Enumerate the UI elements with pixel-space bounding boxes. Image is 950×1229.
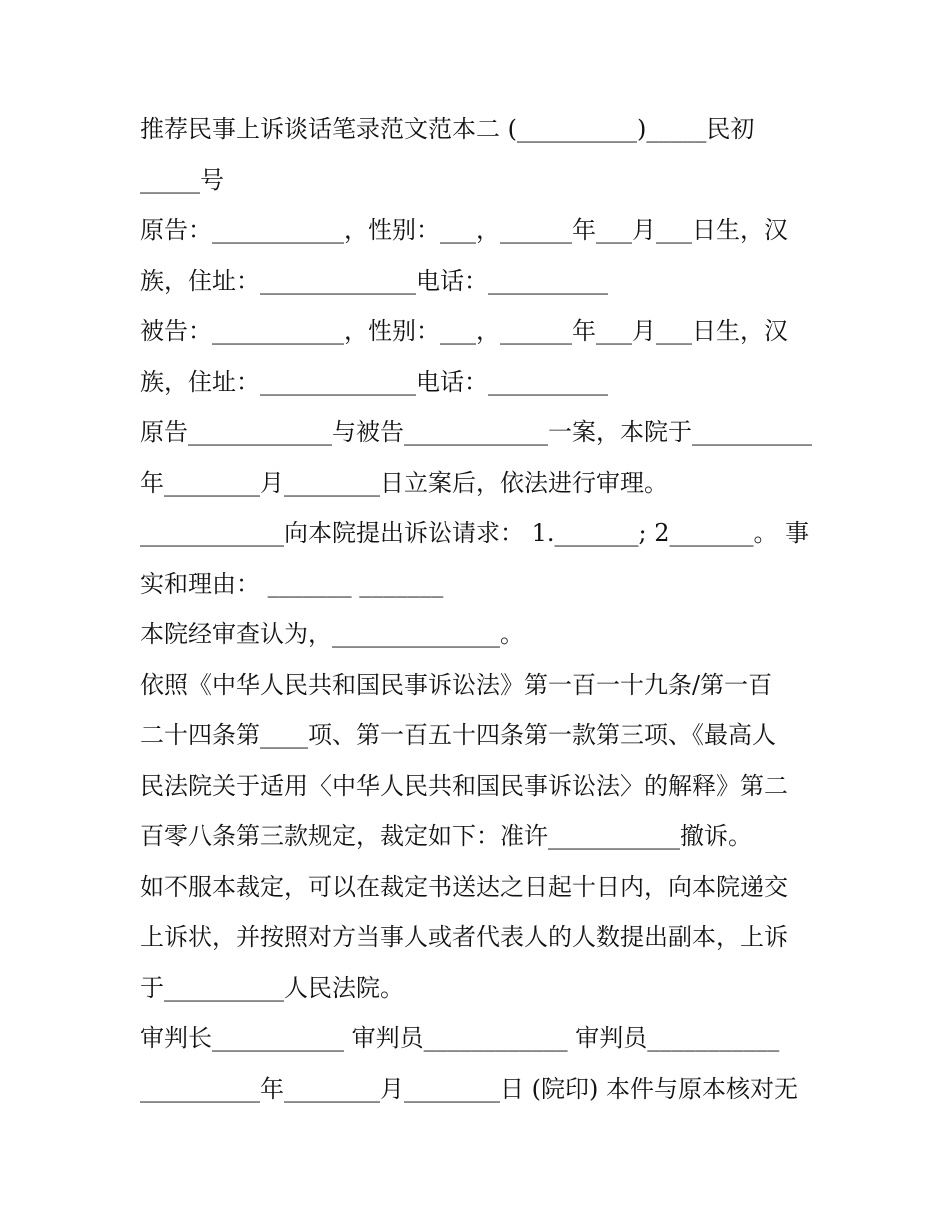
date-seal-line: __________年________月________日 (院印) 本件与原本核对无	[140, 1074, 798, 1103]
appeal-notice-line-1: 如不服本裁定，可以在裁定书送达之日起十日内，向本院递交	[140, 872, 788, 901]
legal-basis-line-2: 二十四条第____项、第一百五十四条第一款第三项、《最高人	[140, 721, 776, 749]
plaintiff-line: 原告：___________，性别：___，______年___月___日生，汉	[140, 216, 788, 244]
facts-line: 实和理由： _______ _______	[140, 569, 444, 598]
defendant-address-line: 族，住址：_____________电话：__________	[140, 367, 608, 396]
appeal-court-line: 于__________人民法院。	[140, 973, 404, 1002]
ruling-line: 百零八条第三款规定，裁定如下：准许___________撤诉。	[140, 822, 752, 850]
judges-line: 审判长___________ 审判员____________ 审判员___________	[140, 1024, 780, 1052]
document-body	[140, 104, 820, 1114]
case-filing-date-line: 年________月________日立案后，依法进行审理。	[140, 468, 668, 497]
case-number-line: _____号	[140, 165, 224, 194]
appeal-notice-line-2: 上诉状，并按照对方当事人或者代表人的人数提出副本，上诉	[140, 923, 788, 951]
legal-basis-line-3: 民法院关于适用〈中华人民共和国民事诉讼法〉的解释》第二	[140, 771, 788, 800]
court-opinion-line: 本院经审查认为，______________。	[140, 620, 524, 648]
title-line: 推荐民事上诉谈话笔录范文范本二 (__________)_____民初	[140, 115, 755, 143]
legal-basis-line-1: 依照《中华人民共和国民事诉讼法》第一百一十九条/第一百	[140, 670, 773, 699]
claims-line: ____________向本院提出诉讼请求： 1._______; 2_______。 事	[140, 519, 810, 547]
case-filing-line: 原告____________与被告____________一案，本院于__________	[140, 418, 812, 446]
plaintiff-address-line: 族，住址：_____________电话：__________	[140, 266, 608, 295]
defendant-line: 被告：___________，性别：___，______年___月___日生，汉	[140, 317, 788, 345]
